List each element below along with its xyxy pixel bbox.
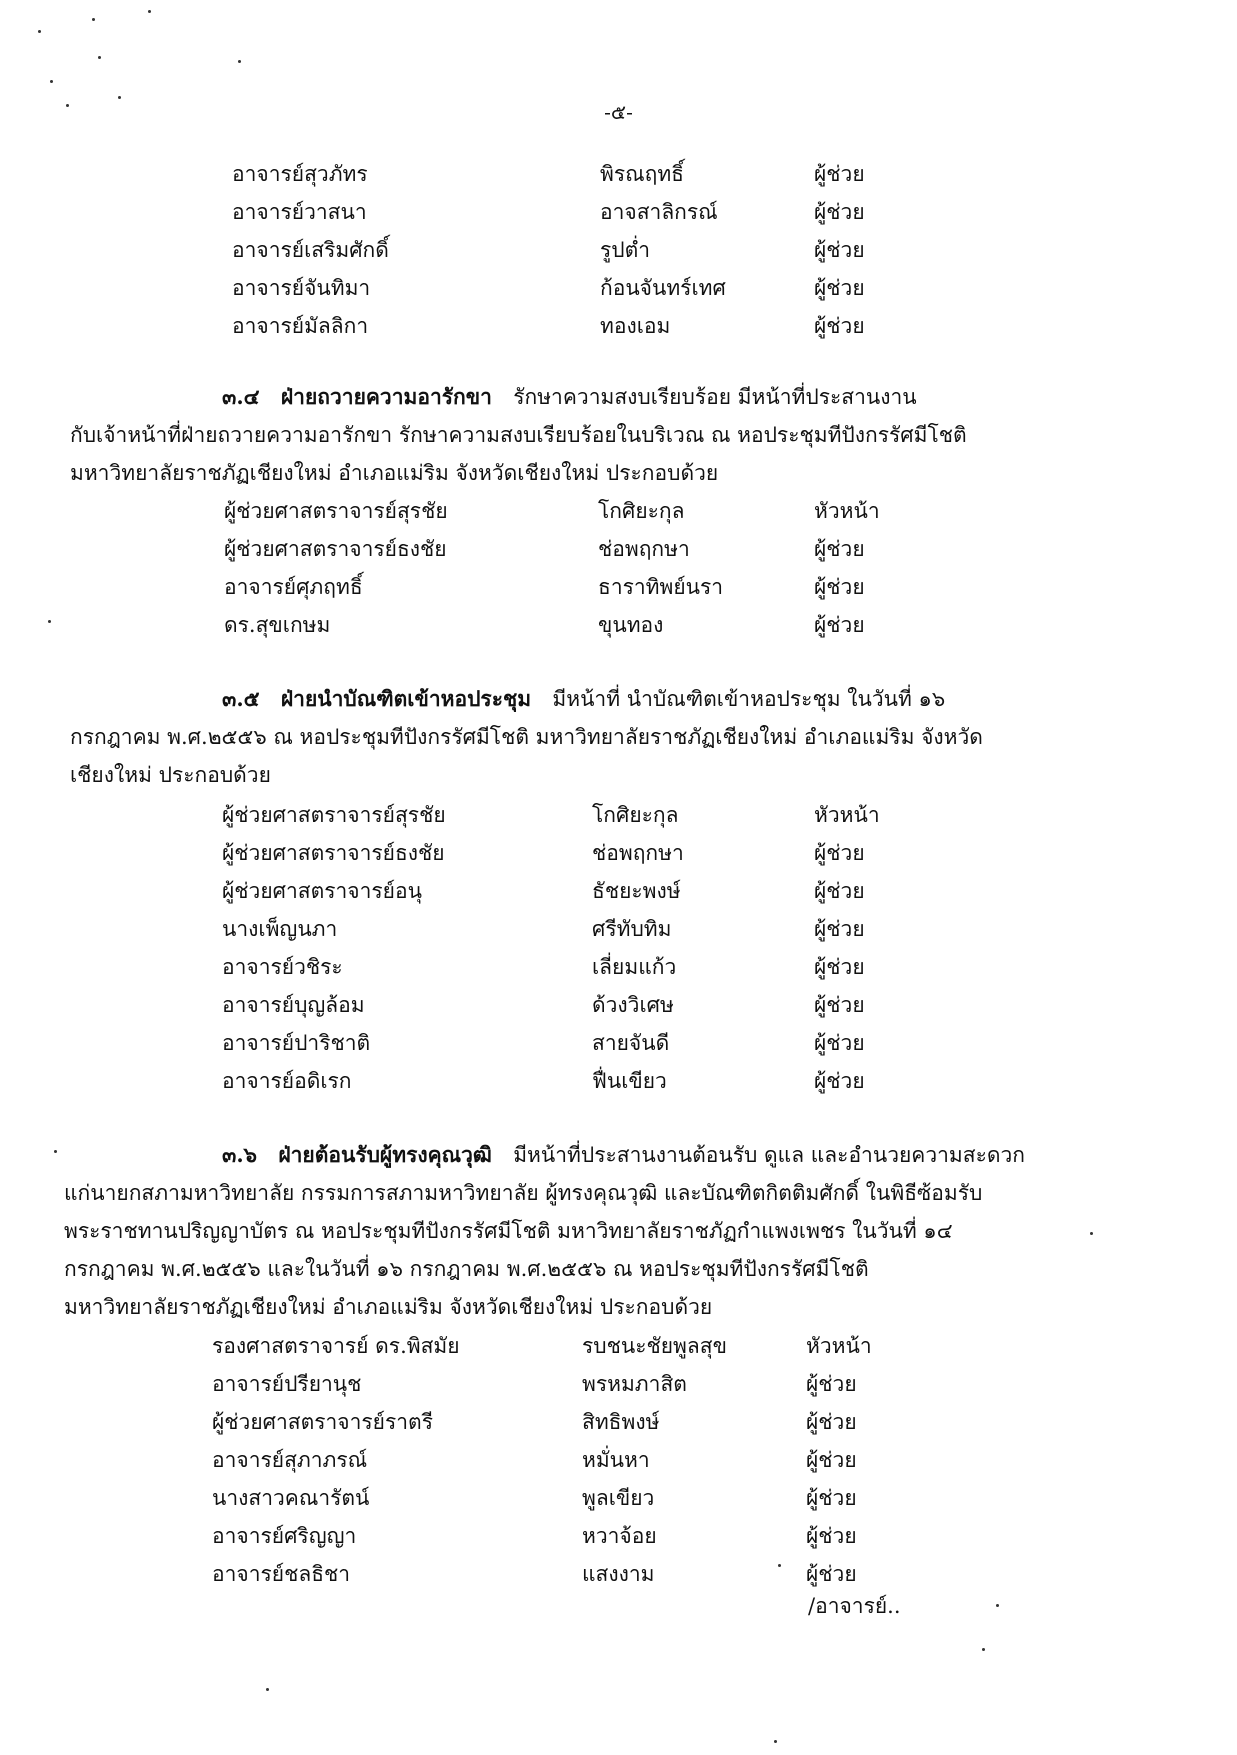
roster-row <box>0 872 1237 910</box>
member-role: ผู้ช่วย <box>814 238 865 262</box>
member-surname: ธัชยะพงษ์ <box>592 879 681 903</box>
member-role: ผู้ช่วย <box>814 841 865 865</box>
member-role: ผู้ช่วย <box>814 1031 865 1055</box>
member-surname: อาจสาลิกรณ์ <box>600 200 718 224</box>
member-role: หัวหน้า <box>814 803 880 827</box>
paragraph-line: กรกฎาคม พ.ศ.๒๕๕๖ ณ หอประชุมทีปังกรรัศมีโชติ มหาวิทยาลัยราชภัฏเชียงใหม่ อำเภอแม่ริม จังหวัด <box>70 725 983 749</box>
member-name: อาจารย์ปรียานุช <box>212 1372 362 1396</box>
member-surname: สิทธิพงษ์ <box>582 1410 660 1434</box>
member-role: ผู้ช่วย <box>814 1069 865 1093</box>
member-name: อาจารย์ศริญญา <box>212 1524 357 1548</box>
roster-row <box>0 307 1237 345</box>
roster-row <box>0 1024 1237 1062</box>
member-name: ผู้ช่วยศาสตราจารย์ธงชัย <box>222 841 445 865</box>
member-name: อาจารย์ศุภฤทธิ์ <box>224 575 363 599</box>
member-name: รองศาสตราจารย์ ดร.พิสมัย <box>212 1334 460 1358</box>
scan-speck <box>1090 1232 1093 1235</box>
paragraph-line: กรกฎาคม พ.ศ.๒๕๕๖ และในวันที่ ๑๖ กรกฎาคม พ.ศ.๒๕๕๖ ณ หอประชุมทีปังกรรัศมีโชติ <box>64 1257 869 1281</box>
section-number: ๓.๖ <box>222 1142 272 1167</box>
roster-row <box>0 606 1237 644</box>
member-role: ผู้ช่วย <box>806 1448 857 1472</box>
member-role: ผู้ช่วย <box>806 1562 857 1586</box>
member-role: ผู้ช่วย <box>806 1410 857 1434</box>
member-surname: รบชนะชัยพูลสุข <box>582 1334 727 1358</box>
roster-row <box>0 492 1237 530</box>
member-surname: ธาราทิพย์นรา <box>598 575 724 599</box>
paragraph-text: มีหน้าที่ประสานงานต้อนรับ ดูแล และอำนวยความสะดวก <box>513 1143 1026 1167</box>
member-role: ผู้ช่วย <box>814 879 865 903</box>
section-heading: ฝ่ายต้อนรับผู้ทรงคุณวุฒิ <box>278 1142 507 1167</box>
member-surname: หมั่นหา <box>582 1448 650 1472</box>
roster-section-3-6 <box>0 1327 1237 1593</box>
member-role: ผู้ช่วย <box>806 1372 857 1396</box>
paragraph-text: มีหน้าที่ นำบัณฑิตเข้าหอประชุม ในวันที่ ๑๖ <box>552 687 946 711</box>
member-surname: ขุนทอง <box>598 613 664 637</box>
member-role: ผู้ช่วย <box>814 917 865 941</box>
member-role: ผู้ช่วย <box>814 955 865 979</box>
paragraph-line: แก่นายกสภามหาวิทยาลัย กรรมการสภามหาวิทยาลัย ผู้ทรงคุณวุฒิ และบัณฑิตกิตติมศักดิ์ ในพิธีซ้อมรับ <box>64 1181 983 1205</box>
member-name: ผู้ช่วยศาสตราจารย์อนุ <box>222 879 422 903</box>
member-name: อาจารย์วชิระ <box>222 955 343 979</box>
roster-row <box>0 1555 1237 1593</box>
paragraph-line: มหาวิทยาลัยราชภัฏเชียงใหม่ อำเภอแม่ริม จังหวัดเชียงใหม่ ประกอบด้วย <box>64 1295 713 1319</box>
roster-section-3-5 <box>0 796 1237 1100</box>
roster-row <box>0 193 1237 231</box>
roster-row <box>0 986 1237 1024</box>
member-surname: โกศิยะกุล <box>598 499 685 523</box>
member-name: อาจารย์ปาริชาติ <box>222 1031 371 1055</box>
member-role: ผู้ช่วย <box>814 613 865 637</box>
roster-row <box>0 155 1237 193</box>
member-role: ผู้ช่วย <box>814 993 865 1017</box>
scan-speck <box>50 80 53 83</box>
scan-speck <box>266 1688 269 1691</box>
scan-speck <box>996 1604 999 1607</box>
roster-row <box>0 796 1237 834</box>
roster-row <box>0 948 1237 986</box>
paragraph-line: มหาวิทยาลัยราชภัฏเชียงใหม่ อำเภอแม่ริม จังหวัดเชียงใหม่ ประกอบด้วย <box>70 461 719 485</box>
roster-row <box>0 1441 1237 1479</box>
scan-speck <box>774 1740 777 1743</box>
member-role: ผู้ช่วย <box>806 1524 857 1548</box>
scan-speck <box>38 30 41 33</box>
section-number: ๓.๕ <box>222 686 275 711</box>
member-role: ผู้ช่วย <box>806 1486 857 1510</box>
section-heading: ฝ่ายนำบัณฑิตเข้าหอประชุม <box>280 686 546 711</box>
member-role: ผู้ช่วย <box>814 575 865 599</box>
paragraph-line: พระราชทานปริญญาบัตร ณ หอประชุมทีปังกรรัศมีโชติ มหาวิทยาลัยราชภัฏกำแพงเพชร ในวันที่ ๑๔ <box>64 1219 953 1243</box>
member-surname: หวาจ้อย <box>582 1524 657 1548</box>
page-number: -๕- <box>604 100 633 124</box>
member-surname: ก้อนจันทร์เทศ <box>600 276 726 300</box>
paragraph-text: รักษาความสงบเรียบร้อย มีหน้าที่ประสานงาน <box>513 385 917 409</box>
roster-row <box>0 231 1237 269</box>
member-surname: เลี่ยมแก้ว <box>592 955 677 979</box>
roster-row <box>0 1062 1237 1100</box>
member-name: อาจารย์จันทิมา <box>232 276 371 300</box>
member-role: ผู้ช่วย <box>814 537 865 561</box>
roster-row <box>0 1365 1237 1403</box>
scan-speck <box>98 56 101 59</box>
member-role: หัวหน้า <box>814 499 880 523</box>
member-surname: ศรีทับทิม <box>592 917 672 941</box>
roster-row <box>0 530 1237 568</box>
roster-row <box>0 910 1237 948</box>
member-surname: รูปต่ำ <box>600 238 651 262</box>
member-name: ผู้ช่วยศาสตราจารย์ธงชัย <box>224 537 447 561</box>
roster-row <box>0 1327 1237 1365</box>
paragraph-line <box>222 1136 1025 1174</box>
member-role: ผู้ช่วย <box>814 200 865 224</box>
roster-row <box>0 1403 1237 1441</box>
member-surname: ช่อพฤกษา <box>592 841 684 865</box>
roster-section-3-4 <box>0 492 1237 644</box>
member-role: ผู้ช่วย <box>814 314 865 338</box>
member-name: ผู้ช่วยศาสตราจารย์สุรชัย <box>224 499 448 523</box>
roster-row <box>0 1517 1237 1555</box>
member-role: ผู้ช่วย <box>814 162 865 186</box>
member-name: อาจารย์เสริมศักดิ์ <box>232 238 389 262</box>
member-name: นางเพ็ญนภา <box>222 917 338 941</box>
member-surname: สายจันดี <box>592 1031 670 1055</box>
member-name: ผู้ช่วยศาสตราจารย์ราตรี <box>212 1410 433 1434</box>
member-surname: พิรณฤทธิ์ <box>600 162 684 186</box>
member-surname: ช่อพฤกษา <box>598 537 690 561</box>
member-surname: พูลเขียว <box>582 1486 655 1510</box>
member-name: อาจารย์สุภาภรณ์ <box>212 1448 368 1472</box>
section-heading: ฝ่ายถวายความอารักขา <box>280 384 507 409</box>
member-surname: พรหมภาสิต <box>582 1372 687 1396</box>
scan-speck <box>238 60 241 63</box>
roster-block-a <box>0 155 1237 345</box>
paragraph-line: กับเจ้าหน้าที่ฝ่ายถวายความอารักขา รักษาความสงบเรียบร้อยในบริเวณ ณ หอประชุมทีปังกรรัศมีโชติ <box>70 423 967 447</box>
scan-speck <box>92 18 95 21</box>
member-name: นางสาวคณารัตน์ <box>212 1486 370 1510</box>
paragraph-line <box>222 378 917 416</box>
scan-speck <box>54 1150 57 1153</box>
member-surname: ทองเอม <box>600 314 671 338</box>
member-role: ผู้ช่วย <box>814 276 865 300</box>
member-name: อาจารย์ชลธิชา <box>212 1562 351 1586</box>
member-surname: โกศิยะกุล <box>592 803 679 827</box>
member-role: หัวหน้า <box>806 1334 872 1358</box>
member-name: ผู้ช่วยศาสตราจารย์สุรชัย <box>222 803 446 827</box>
roster-row <box>0 1479 1237 1517</box>
section-number: ๓.๔ <box>222 384 275 409</box>
continuation-note: /อาจารย์.. <box>808 1594 901 1618</box>
scan-speck <box>148 10 151 13</box>
paragraph-line: เชียงใหม่ ประกอบด้วย <box>70 763 271 787</box>
member-surname: แสงงาม <box>582 1562 655 1586</box>
scan-speck <box>982 1648 985 1651</box>
paragraph-line <box>222 680 945 718</box>
member-name: อาจารย์อดิเรก <box>222 1069 352 1093</box>
member-name: อาจารย์สุวภัทร <box>232 162 368 186</box>
member-name: อาจารย์วาสนา <box>232 200 367 224</box>
member-name: ดร.สุขเกษม <box>224 613 331 637</box>
member-surname: ฟื่นเขียว <box>592 1069 667 1093</box>
roster-row <box>0 834 1237 872</box>
roster-row <box>0 568 1237 606</box>
roster-row <box>0 269 1237 307</box>
member-surname: ด้วงวิเศษ <box>592 993 674 1017</box>
member-name: อาจารย์บุญล้อม <box>222 993 365 1017</box>
member-name: อาจารย์มัลลิกา <box>232 314 369 338</box>
